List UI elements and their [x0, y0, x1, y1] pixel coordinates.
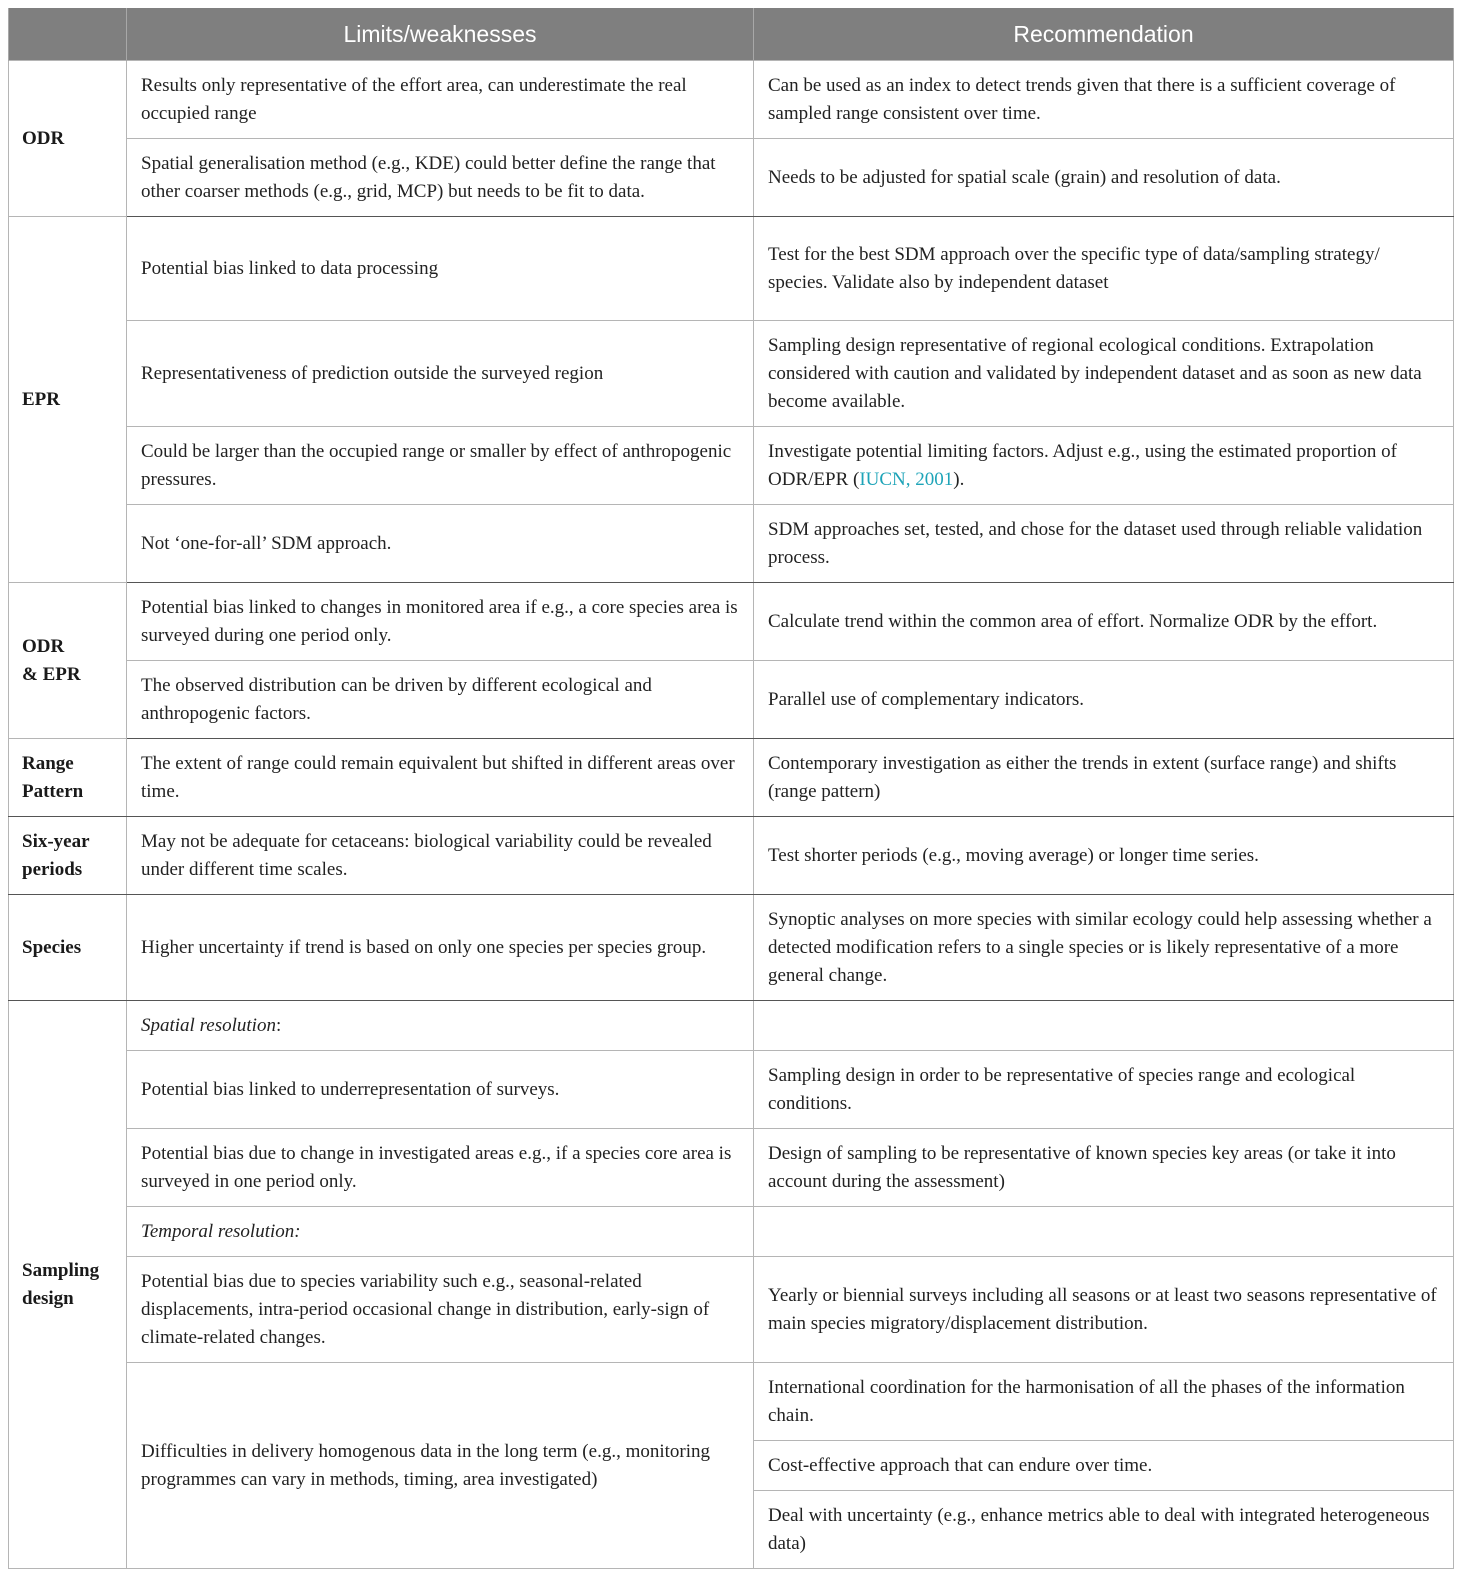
- table-row: [9, 1001, 1454, 1051]
- recommendation-cell: [754, 1001, 1454, 1051]
- recommendation-cell: Test for the best SDM approach over the specific type of data/sampling strategy/ species. Validate also by independent dataset: [754, 217, 1454, 321]
- table-container: [8, 8, 1453, 1569]
- recommendation-cell: Deal with uncertainty (e.g., enhance metrics able to deal with integrated heterogeneous data): [754, 1491, 1454, 1569]
- subheading-colon: :: [275, 1015, 282, 1036]
- citation-link[interactable]: IUCN, 2001: [859, 469, 954, 490]
- table-row: [9, 661, 1454, 739]
- recommendation-text-end: ).: [953, 469, 965, 490]
- limit-cell: Not ‘one-for-all’ SDM approach.: [127, 505, 754, 583]
- category-species: Species: [9, 895, 127, 1001]
- limit-cell: Higher uncertainty if trend is based on only one species per species group.: [127, 895, 754, 1001]
- category-odr-epr: ODR & EPR: [9, 583, 127, 739]
- limit-cell: Could be larger than the occupied range or smaller by effect of anthropogenic pressures.: [127, 427, 754, 505]
- table-row: [9, 739, 1454, 817]
- table-row: [9, 61, 1454, 139]
- header-row: [9, 8, 1454, 61]
- recommendation-cell: Cost-effective approach that can endure over time.: [754, 1441, 1454, 1491]
- category-sampling-design: Sampling design: [9, 1001, 127, 1569]
- limit-cell: May not be adequate for cetaceans: biological variability could be revealed under different time scales.: [127, 817, 754, 895]
- limit-cell: Results only representative of the effort area, can underestimate the real occupied range: [127, 61, 754, 139]
- limit-cell: Spatial generalisation method (e.g., KDE) could better define the range that other coarser methods (e.g., grid, MCP) but needs to be fit to data.: [127, 139, 754, 217]
- recommendation-cell: Sampling design in order to be representative of species range and ecological conditions.: [754, 1051, 1454, 1129]
- table-row: [9, 583, 1454, 661]
- header-category: [9, 8, 127, 61]
- recommendation-cell: Contemporary investigation as either the trends in extent (surface range) and shifts (range pattern): [754, 739, 1454, 817]
- category-six-year-periods: Six-year periods: [9, 817, 127, 895]
- header-recommendation: Recommendation: [754, 8, 1454, 61]
- category-epr: EPR: [9, 217, 127, 583]
- recommendation-text: Investigate potential limiting factors. Adjust e.g., using the estimated proportion of ODR/EPR (: [768, 441, 1397, 490]
- subheading-temporal-resolution: Temporal resolution:: [127, 1207, 754, 1257]
- table-row: [9, 505, 1454, 583]
- header-limits: Limits/weaknesses: [127, 8, 754, 61]
- recommendation-cell: Test shorter periods (e.g., moving average) or longer time series.: [754, 817, 1454, 895]
- subheading-spatial-resolution: Spatial resolution: [141, 1015, 276, 1036]
- table-row: [9, 1207, 1454, 1257]
- limit-cell: The extent of range could remain equivalent but shifted in different areas over time.: [127, 739, 754, 817]
- limit-cell: Potential bias due to species variability such e.g., seasonal-related displacements, intra-period occasional change in distribution, early-sign of climate-related changes.: [127, 1257, 754, 1363]
- limit-cell: Potential bias due to change in investigated areas e.g., if a species core area is surveyed in one period only.: [127, 1129, 754, 1207]
- table-row: [9, 139, 1454, 217]
- table-row: [9, 1051, 1454, 1129]
- limit-cell: The observed distribution can be driven by different ecological and anthropogenic factors.: [127, 661, 754, 739]
- table-row: [9, 321, 1454, 427]
- limit-cell: [127, 1001, 754, 1051]
- limit-cell: Potential bias linked to data processing: [127, 217, 754, 321]
- table-row: [9, 1257, 1454, 1363]
- recommendation-cell: Yearly or biennial surveys including all seasons or at least two seasons representative of main species migratory/displacement distribution.: [754, 1257, 1454, 1363]
- recommendation-cell: Design of sampling to be representative of known species key areas (or take it into account during the assessment): [754, 1129, 1454, 1207]
- recommendation-cell: Can be used as an index to detect trends given that there is a sufficient coverage of sampled range consistent over time.: [754, 61, 1454, 139]
- category-odr: ODR: [9, 61, 127, 217]
- recommendation-cell: Synoptic analyses on more species with similar ecology could help assessing whether a detected modification refers to a single species or is likely representative of a more general change.: [754, 895, 1454, 1001]
- recommendation-cell: Needs to be adjusted for spatial scale (grain) and resolution of data.: [754, 139, 1454, 217]
- recommendation-cell: Calculate trend within the common area of effort. Normalize ODR by the effort.: [754, 583, 1454, 661]
- table-row: [9, 1129, 1454, 1207]
- limit-cell: Potential bias linked to changes in monitored area if e.g., a core species area is surveyed during one period only.: [127, 583, 754, 661]
- limits-recommendations-table: [8, 8, 1454, 1569]
- recommendation-cell: International coordination for the harmonisation of all the phases of the information chain.: [754, 1363, 1454, 1441]
- recommendation-cell: SDM approaches set, tested, and chose for the dataset used through reliable validation process.: [754, 505, 1454, 583]
- table-row: [9, 217, 1454, 321]
- limit-cell: Representativeness of prediction outside the surveyed region: [127, 321, 754, 427]
- category-range-pattern: Range Pattern: [9, 739, 127, 817]
- table-row: [9, 895, 1454, 1001]
- recommendation-cell: [754, 1207, 1454, 1257]
- recommendation-cell: Sampling design representative of regional ecological conditions. Extrapolation considered with caution and validated by independent dataset and as soon as new data become available.: [754, 321, 1454, 427]
- table-row: [9, 427, 1454, 505]
- limit-cell: Difficulties in delivery homogenous data in the long term (e.g., monitoring programmes can vary in methods, timing, area investigated): [127, 1363, 754, 1569]
- table-row: [9, 1363, 1454, 1441]
- limit-cell: Potential bias linked to underrepresentation of surveys.: [127, 1051, 754, 1129]
- table-row: [9, 817, 1454, 895]
- recommendation-cell: [754, 427, 1454, 505]
- recommendation-cell: Parallel use of complementary indicators.: [754, 661, 1454, 739]
